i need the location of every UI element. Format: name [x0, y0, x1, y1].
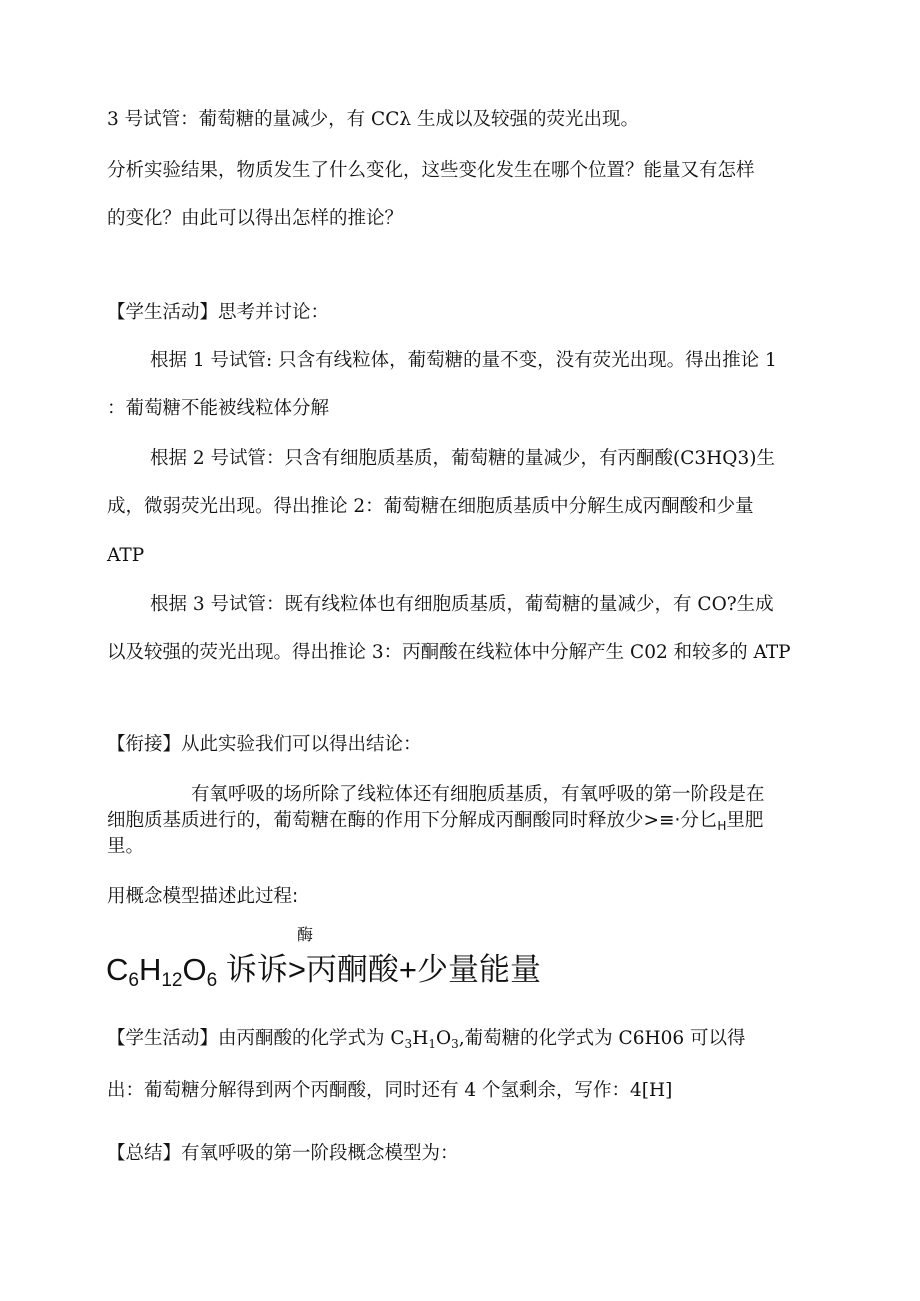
conclusion-line-2	[107, 809, 763, 833]
activity2-post: ,葡萄糖的化学式为 C6H06 可以得	[458, 1028, 746, 1049]
link-title: 【衔接】从此实验我们可以得出结论：	[107, 734, 422, 755]
reason-2-line-1: 根据 2 号试管：只含有细胞质基质，葡萄糖的量减少，有丙酮酸(C3HQ3)生	[150, 448, 775, 469]
formula-products: 诉诉>丙酮酸+少量能量	[217, 952, 542, 987]
activity2-h: H	[412, 1028, 429, 1049]
reaction-formula	[106, 950, 541, 990]
activity2-sub-o: 3	[451, 1037, 459, 1051]
conclusion-line-1: 有氧呼吸的场所除了线粒体还有细胞质基质，有氧呼吸的第一阶段是在	[191, 784, 765, 805]
conclusion-line-3: 里。	[107, 836, 145, 857]
conclusion-line-2-main: 细胞质基质进行的，葡萄糖在酶的作用下分解成丙酮酸同时释放少>≡·分匕	[107, 810, 718, 831]
reason-2-line-3: ATP	[107, 545, 145, 566]
formula-hydrogen-count: 12	[161, 970, 183, 991]
analysis-question-line-2: 的变化？由此可以得出怎样的推论？	[107, 208, 404, 229]
conclusion-line-2-tail: 里肥	[726, 810, 764, 831]
activity2-sub-h: 1	[428, 1037, 436, 1051]
formula-oxygen: O	[182, 952, 207, 987]
model-intro: 用概念模型描述此过程:	[107, 886, 299, 907]
activity2-sub-c: 3	[404, 1037, 413, 1051]
conclusion-line-2-sub: H	[717, 819, 727, 833]
activity2-o: O	[435, 1028, 452, 1049]
activity2-pre: 【学生活动】由丙酮酸的化学式为 C	[107, 1028, 405, 1049]
reason-3-line-1: 根据 3 号试管：既有线粒体也有细胞质基质，葡萄糖的量减少，有 CO?生成	[150, 594, 774, 615]
enzyme-label: 酶	[297, 925, 314, 944]
formula-carbon-count: 6	[128, 970, 139, 991]
reason-1-line-2: ：葡萄糖不能被线粒体分解	[107, 398, 330, 419]
student-activity-2-line-2: 出：葡萄糖分解得到两个丙酮酸，同时还有 4 个氢剩余，写作：4[H]	[107, 1080, 673, 1101]
summary-line: 【总结】有氧呼吸的第一阶段概念模型为：	[107, 1143, 459, 1164]
formula-hydrogen: H	[138, 952, 162, 987]
student-activity-1-title: 【学生活动】思考并讨论：	[107, 302, 330, 323]
reason-1-line-1: 根据 1 号试管: 只含有线粒体，葡萄糖的量不变，没有荧光出现。得出推论 1	[150, 350, 777, 371]
formula-carbon: C	[106, 952, 129, 987]
tube3-result: 3 号试管：葡萄糖的量减少，有 CCλ 生成以及较强的荧光出现。	[107, 109, 639, 130]
analysis-question-line-1: 分析实验结果，物质发生了什么变化，这些变化发生在哪个位置？能量又有怎样	[107, 160, 755, 181]
reason-3-line-2: 以及较强的荧光出现。得出推论 3：丙酮酸在线粒体中分解产生 C02 和较多的 ATP	[107, 642, 791, 663]
formula-oxygen-count: 6	[206, 970, 218, 991]
reason-2-line-2: 成，微弱荧光出现。得出推论 2：葡萄糖在细胞质基质中分解生成丙酮酸和少量	[107, 496, 754, 517]
student-activity-2-line-1	[107, 1027, 746, 1051]
